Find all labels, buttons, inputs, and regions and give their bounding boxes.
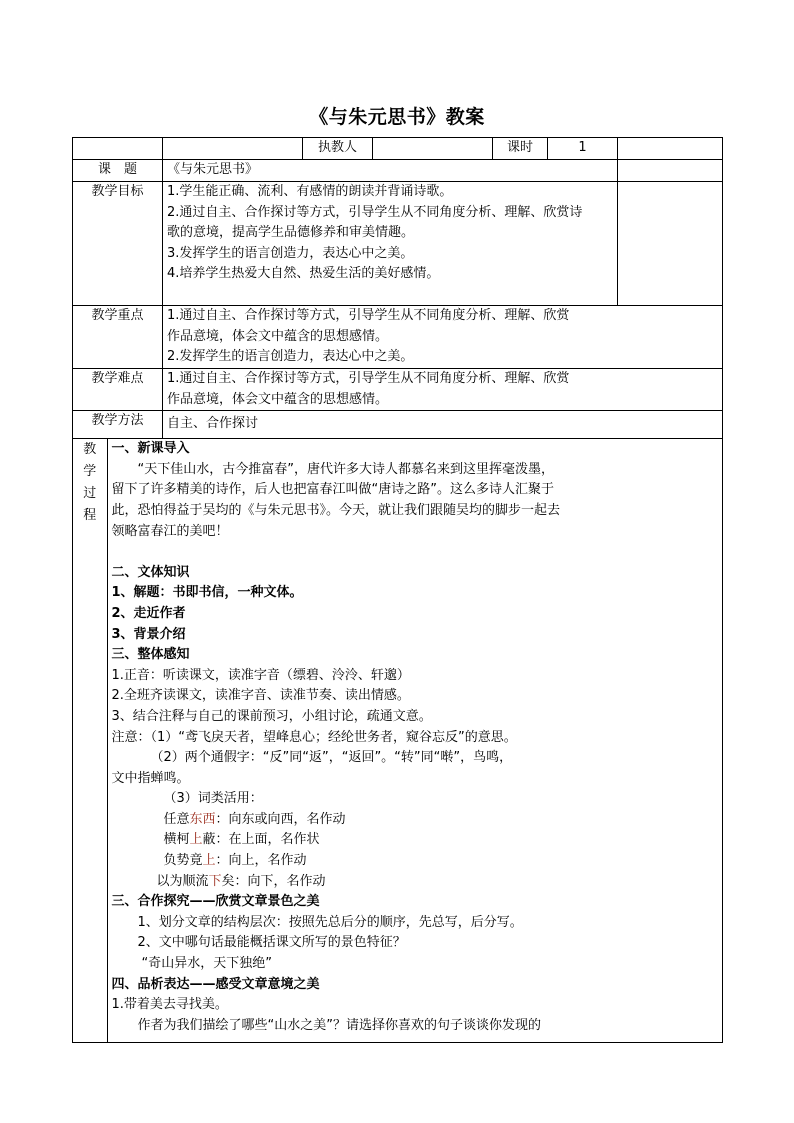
analysis-line: 作者为我们描绘了哪些“山水之美”？请选择你喜欢的句子谈谈你发现的 <box>137 1017 541 1033</box>
usage-highlight: 东西 <box>189 811 216 827</box>
objective-line: 2.通过自主、合作探讨等方式，引导学生从不同角度分析、理解、欣赏诗 <box>167 204 583 220</box>
perception-line: 3、结合注释与自己的课前预习，小组讨论，疏通文意。 <box>111 708 432 724</box>
header-blank-cell <box>73 138 163 160</box>
objective-line: 3.发挥学生的语言创造力，表达心中之美。 <box>167 245 414 261</box>
topic-row <box>73 160 723 182</box>
key-point-line: 1.通过自主、合作探讨等方式，引导学生从不同角度分析、理解、欣赏 <box>167 308 570 323</box>
lesson-plan-table <box>72 137 723 1043</box>
key-points-content <box>163 306 723 369</box>
blank-line <box>112 542 723 563</box>
teacher-value <box>373 138 493 160</box>
difficulties-content <box>163 369 723 411</box>
genre-item: 2、走近作者 <box>111 605 186 621</box>
key-point-line: 作品意境，体会文中蕴含的思想感情。 <box>167 328 389 344</box>
section-heading: 一、新课导入 <box>111 441 190 457</box>
usage-item <box>112 872 723 893</box>
process-label <box>73 439 107 1042</box>
process-row <box>73 439 723 1043</box>
methods-label: 教学方法 <box>73 411 163 439</box>
key-points-label: 教学重点 <box>73 306 163 369</box>
usage-text: ：向东或向西，名作动 <box>215 811 346 827</box>
document-title: 《与朱元思书》教案 <box>309 106 485 128</box>
usage-item <box>112 810 723 831</box>
methods-row <box>73 411 723 439</box>
objectives-row <box>73 182 723 306</box>
objective-line: 1.学生能正确、流利、有感情的朗读并背诵诗歌。 <box>167 184 453 199</box>
usage-item <box>112 851 723 872</box>
section-heading: 三、整体感知 <box>111 647 190 663</box>
header-blank-cell-3 <box>618 138 723 160</box>
section-heading: 三、合作探究——欣赏文章景色之美 <box>111 894 320 910</box>
usage-text: 矣：向下，名作动 <box>221 873 326 889</box>
methods-value: 自主、合作探讨 <box>163 411 723 439</box>
objectives-content <box>163 182 618 306</box>
period-label: 课时 <box>493 138 548 160</box>
difficulties-label: 教学难点 <box>73 369 163 411</box>
process-label-char: 学 <box>83 464 97 480</box>
perception-line: 文中指蝉鸣。 <box>111 770 190 786</box>
objectives-blank-cell <box>618 182 723 306</box>
usage-text: ：向上，名作动 <box>215 853 307 869</box>
usage-highlight: 上 <box>189 832 203 848</box>
perception-line: 2.全班齐读课文，读准字音、读准节奏、读出情感。 <box>111 688 410 704</box>
usage-highlight: 上 <box>202 853 216 869</box>
genre-item: 3、背景介绍 <box>111 626 186 642</box>
process-label-char: 教 <box>83 442 97 458</box>
usage-text: 蔽：在上面，名作状 <box>202 832 320 848</box>
key-points-row <box>73 306 723 369</box>
intro-line: “天下佳山水，古今推富春”，唐代许多大诗人都慕名来到这里挥毫泼墨， <box>137 461 554 477</box>
usage-text: 横柯 <box>163 832 190 848</box>
process-cell <box>73 439 723 1043</box>
explore-line: 1、划分文章的结构层次：按照先总后分的顺序，先总写，后分写。 <box>137 914 523 930</box>
usage-text: 负势竟 <box>163 853 203 869</box>
section-heading: 二、文体知识 <box>111 564 190 580</box>
topic-label: 课 题 <box>73 160 163 182</box>
period-value: 1 <box>548 138 618 160</box>
perception-line: （3）词类活用： <box>163 791 263 807</box>
difficulties-row <box>73 369 723 411</box>
header-row <box>73 138 723 160</box>
intro-line: 领略富春江的美吧！ <box>111 523 229 539</box>
key-point-line: 2.发挥学生的语言创造力，表达心中之美。 <box>167 349 414 365</box>
usage-item <box>112 830 723 851</box>
perception-line: （2）两个通假字：“反”同“返”，“返回”。“转”同“啭”，鸟鸣， <box>150 750 513 766</box>
teacher-label: 执教人 <box>303 138 373 160</box>
analysis-line: 1.带着美去寻找美。 <box>111 997 228 1013</box>
genre-item: 1、解题：书即书信，一种文体。 <box>111 585 303 601</box>
process-label-char: 程 <box>83 508 97 524</box>
topic-value: 《与朱元思书》 <box>163 160 618 182</box>
perception-line: 注意：（1）“鸢飞戾天者，望峰息心；经纶世务者，窥谷忘反”的意思。 <box>111 729 517 745</box>
objectives-label: 教学目标 <box>73 182 163 306</box>
intro-line: 此，恐怕得益于吴均的《与朱元思书》。今天，就让我们跟随吴均的脚步一起去 <box>111 502 561 518</box>
difficulty-line: 1.通过自主、合作探讨等方式，引导学生从不同角度分析、理解、欣赏 <box>167 371 570 386</box>
explore-line: “奇山异水，天下独绝” <box>141 956 272 972</box>
process-content <box>107 439 722 1042</box>
usage-highlight: 下 <box>208 873 222 889</box>
header-blank-cell-2 <box>163 138 303 160</box>
perception-line: 1.正音：听读课文，读准字音（缥碧、泠泠、轩邈） <box>111 667 410 683</box>
topic-blank-cell <box>618 160 723 182</box>
intro-line: 留下了许多精美的诗作，后人也把富春江叫做“唐诗之路”。这么多诗人汇聚于 <box>111 482 554 498</box>
section-heading: 四、品析表达——感受文章意境之美 <box>111 976 320 992</box>
difficulty-line: 作品意境，体会文中蕴含的思想感情。 <box>167 391 389 407</box>
process-label-char: 过 <box>83 486 97 502</box>
objective-line: 4.培养学生热爱大自然、热爱生活的美好感情。 <box>167 266 440 282</box>
objective-line: 歌的意境，提高学生品德修养和审美情趣。 <box>167 225 415 241</box>
explore-line: 2、文中哪句话最能概括课文所写的景色特征？ <box>137 935 406 951</box>
usage-text: 任意 <box>163 811 190 827</box>
usage-text: 以为顺流 <box>156 873 209 889</box>
